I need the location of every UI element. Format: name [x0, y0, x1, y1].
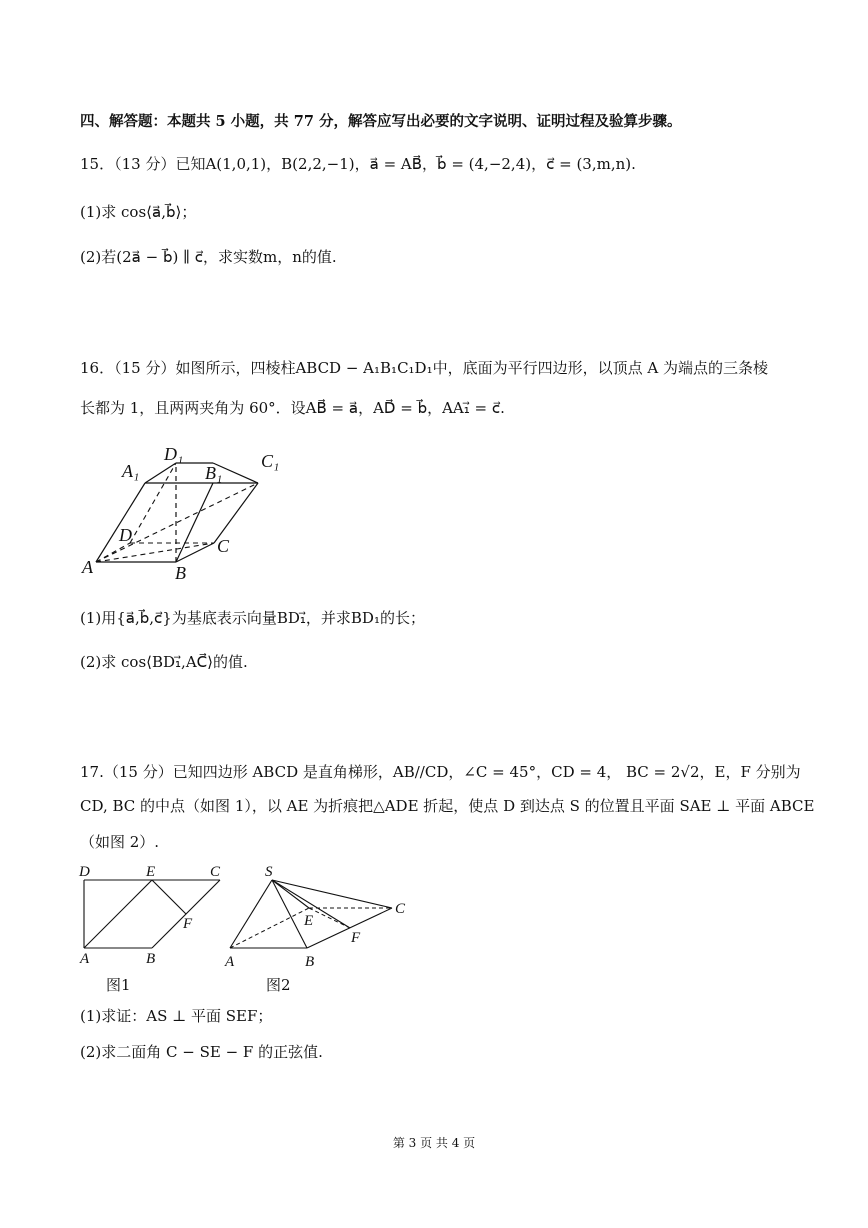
page-footer: 第 3 页 共 4 页	[392, 1136, 476, 1150]
q17-stem-line1: 17.（15 分）已知四边形 ABCD 是直角梯形，AB//CD，∠C = 45°，CD = 4， BC = 2√2，E，F 分别为	[80, 763, 801, 781]
q17-stem-line3: （如图 2）.	[80, 833, 160, 851]
q17-stem-line2: CD, BC 的中点（如图 1），以 AE 为折痕把△ADE 折起，使点 D 到达点 S 的位置且平面 SAE ⊥ 平面 ABCE	[80, 797, 815, 815]
q17-part2: (2)求二面角 C − SE − F 的正弦值.	[80, 1043, 323, 1061]
q15-stem: 15．（13 分）已知A(1,0,1)，B(2,2,−1)，a⃗ = AB⃗，b⃗ = (4,−2,4)，c⃗ = (3,m,n).	[80, 155, 636, 173]
prism-label-a: A	[82, 557, 93, 577]
prism-label-c: C	[217, 536, 230, 556]
fig1-caption: 图1	[106, 976, 131, 994]
fig2-label-f: F	[351, 930, 361, 946]
folded-figure-2	[222, 860, 412, 970]
section-heading: 四、解答题：本题共 5 小题，共 77 分，解答应写出必要的文字说明、证明过程及验算步骤。	[80, 113, 682, 130]
trapezoid-figure-1	[76, 860, 236, 970]
q16-part2: (2)求 cos⟨BD₁⃗,AC⃗⟩的值.	[80, 653, 248, 671]
q15-part2: (2)若(2a⃗ − b⃗) ∥ c⃗，求实数m，n的值.	[80, 248, 337, 266]
fig1-label-b: B	[146, 951, 156, 967]
q16-stem-line2: 长都为 1，且两两夹角为 60°．设AB⃗ = a⃗，AD⃗ = b⃗，AA₁⃗ = c⃗.	[80, 399, 505, 417]
q17-part1: (1)求证：AS ⊥ 平面 SEF；	[80, 1007, 273, 1025]
fig2-label-s: S	[265, 864, 273, 880]
fig2-label-c: C	[395, 901, 406, 917]
fig1-label-c: C	[210, 864, 221, 880]
prism-label-d1: D₁	[164, 444, 184, 464]
q16-part1: (1)用{a⃗,b⃗,c⃗}为基底表示向量BD₁⃗，并求BD₁的长；	[80, 609, 425, 627]
fig1-label-f: F	[183, 916, 193, 932]
prism-label-c1: C₁	[261, 451, 280, 471]
q16-stem-line1: 16．（15 分）如图所示，四棱柱ABCD − A₁B₁C₁D₁中，底面为平行四边形，以顶点 A 为端点的三条棱	[80, 359, 768, 377]
prism-label-a1: A₁	[122, 461, 140, 481]
q15-part1: (1)求 cos⟨a⃗,b⃗⟩；	[80, 203, 197, 221]
fig2-label-a: A	[225, 954, 235, 970]
prism-figure	[76, 436, 296, 586]
fig1-label-e: E	[146, 864, 156, 880]
fig2-label-b: B	[305, 954, 315, 970]
fig2-label-e: E	[304, 913, 314, 929]
prism-label-d: D	[119, 525, 132, 545]
prism-label-b: B	[175, 563, 186, 583]
fig2-caption: 图2	[266, 976, 291, 994]
prism-label-b1: B₁	[205, 463, 223, 483]
fig1-label-a: A	[80, 951, 90, 967]
fig1-label-d: D	[79, 864, 90, 880]
